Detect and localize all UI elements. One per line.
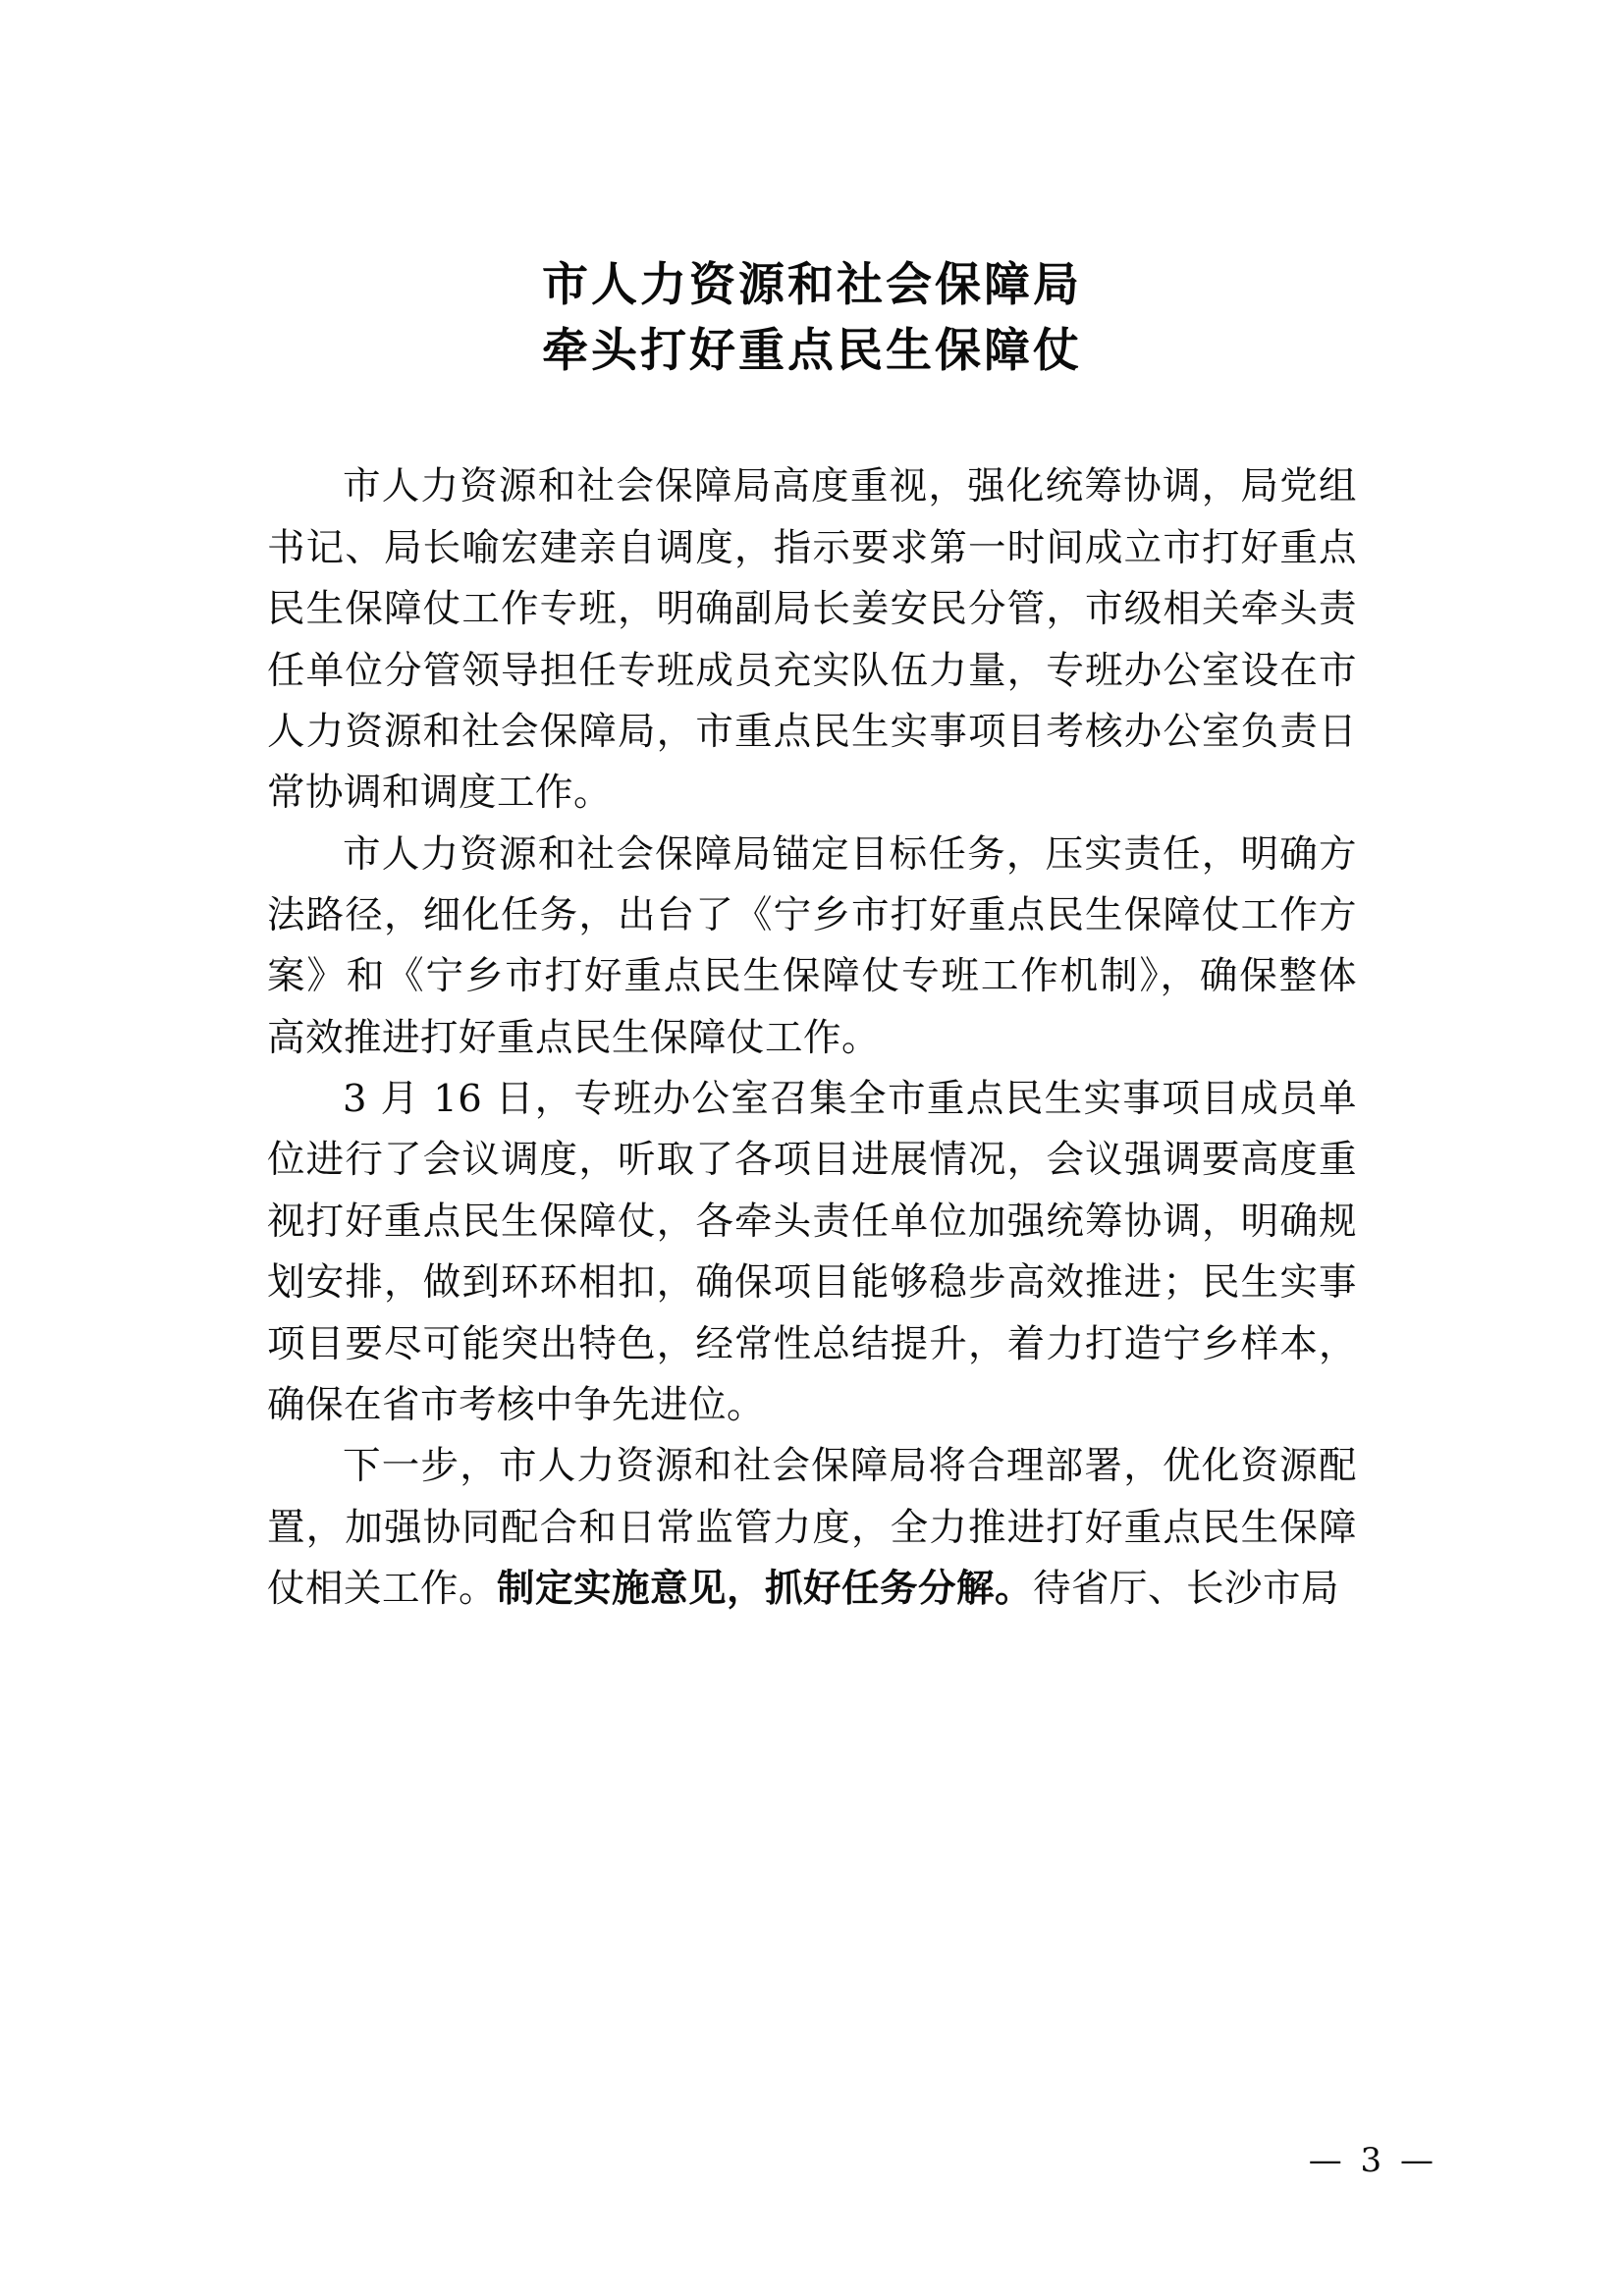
text-run: 下一步，市人力资源和社会保障局将合理部署，优化资源配置，加强协同配合和日常监管力度，全力推进打好重点民生保障仗相关工作。 [267, 1444, 1357, 1611]
body-paragraph [267, 1069, 1357, 1436]
title-line-2: 牵头打好重点民生保障仗 [542, 323, 1082, 378]
text-run: 待省厅、长沙市局 [1033, 1566, 1340, 1611]
title-line-1: 市人力资源和社会保障局 [542, 258, 1082, 312]
document-title [0, 253, 1624, 384]
body-paragraph [267, 825, 1357, 1069]
body-paragraph [267, 1436, 1357, 1620]
text-run: 市人力资源和社会保障局锚定目标任务，压实责任，明确方法路径，细化任务，出台了《宁乡市打好重点民生保障仗工作方案》和《宁乡市打好重点民生保障仗专班工作机制》，确保整体高效推进打好重点民生保障仗工作。 [267, 831, 1357, 1060]
emphasis-run: 制定实施意见，抓好任务分解。 [497, 1566, 1034, 1611]
body-paragraph [267, 456, 1357, 824]
document-body [267, 456, 1357, 1620]
page-number: — 3 — [1308, 2141, 1437, 2180]
text-run: 市人力资源和社会保障局高度重视，强化统筹协调，局党组书记、局长喻宏建亲自调度，指示要求第一时间成立市打好重点民生保障仗工作专班，明确副局长姜安民分管，市级相关牵头责任单位分管领导担任专班成员充实队伍力量，专班办公室设在市人力资源和社会保障局，市重点民生实事项目考核办公室负责日常协调和调度工作。 [267, 464, 1357, 816]
text-run: 3 月 16 日，专班办公室召集全市重点民生实事项目成员单位进行了会议调度，听取了各项目进展情况，会议强调要高度重视打好重点民生保障仗，各牵头责任单位加强统筹协调，明确规划安排，做到环环相扣，确保项目能够稳步高效推进；民生实事项目要尽可能突出特色，经常性总结提升，着力打造宁乡样本，确保在省市考核中争先进位。 [267, 1077, 1357, 1427]
